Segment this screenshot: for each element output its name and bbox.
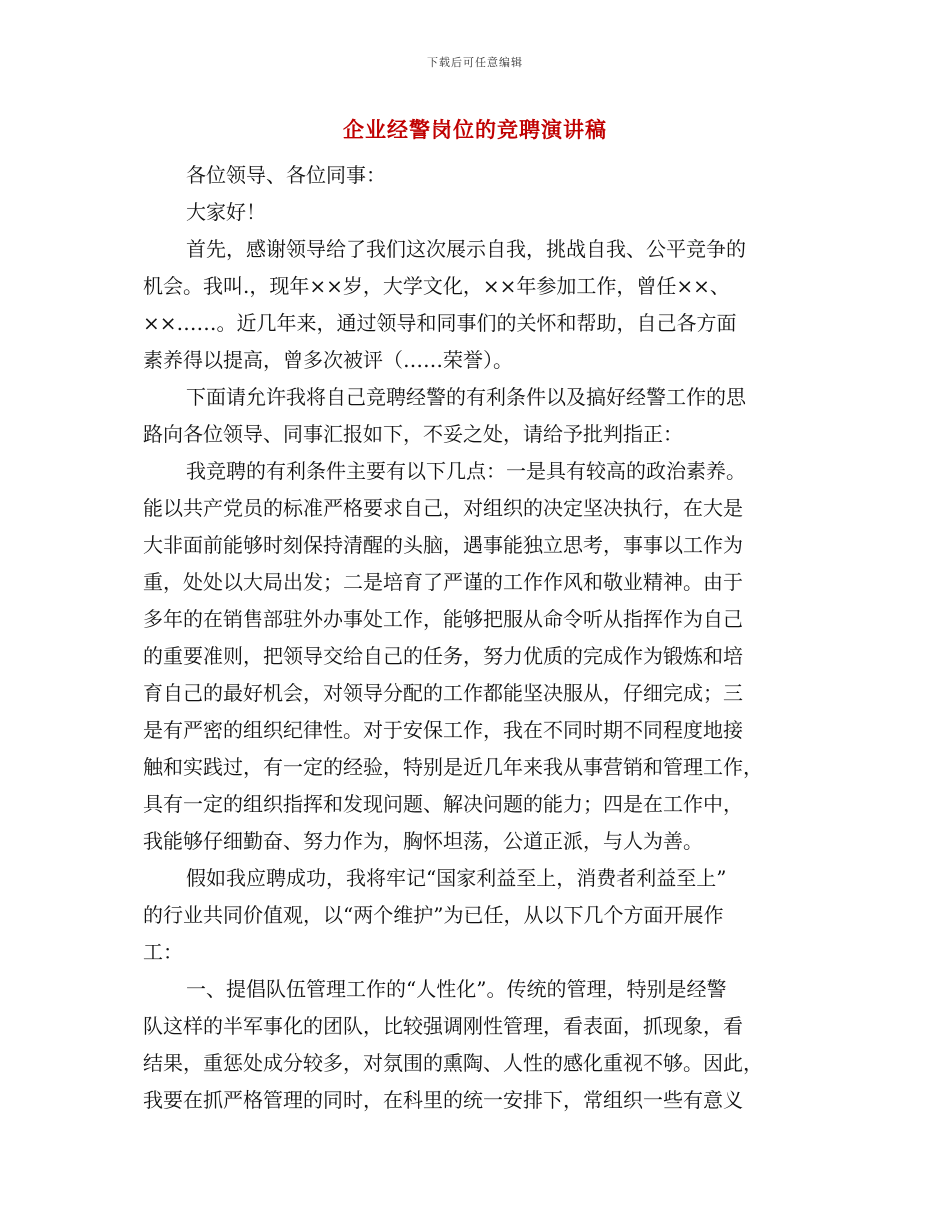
text-line: 我要在抓严格管理的同时，在科里的统一安排下，常组织一些有意义 xyxy=(143,1088,743,1112)
text-line: 下面请允许我将自己竞聘经警的有利条件以及搞好经警工作的思 xyxy=(186,385,746,409)
text-line: 具有一定的组织指挥和发现问题、解决问题的能力；四是在工作中， xyxy=(143,792,743,816)
text-line: 结果，重惩处成分较多，对氛围的熏陶、人性的感化重视不够。因此， xyxy=(143,1051,763,1075)
text-line: 触和实践过，有一定的经验，特别是近几年来我从事营销和管理工作， xyxy=(143,755,763,779)
text-line: 重，处处以大局出发；二是培育了严谨的工作作风和敬业精神。由于 xyxy=(143,570,743,594)
text-line: 机会。我叫.，现年××岁，大学文化，××年参加工作，曾任××、 xyxy=(143,274,730,298)
text-line: 是有严密的组织纪律性。对于安保工作，我在不同时期不同程度地接 xyxy=(143,718,743,742)
text-line: 我竞聘的有利条件主要有以下几点：一是具有较高的政治素养。 xyxy=(186,459,746,483)
document-title: 企业经警岗位的竞聘演讲稿 xyxy=(343,117,607,142)
text-line: 大家好！ xyxy=(186,200,266,224)
text-line: 首先，感谢领导给了我们这次展示自我，挑战自我、公平竞争的 xyxy=(186,237,746,261)
text-line: 能以共产党员的标准严格要求自己，对组织的决定坚决执行，在大是 xyxy=(143,496,743,520)
text-line: 假如我应聘成功，我将牢记“国家利益至上，消费者利益至上” xyxy=(186,866,727,890)
text-line: 我能够仔细勤奋、努力作为，胸怀坦荡，公道正派，与人为善。 xyxy=(143,829,703,853)
text-line: ××……。近几年来，通过领导和同事们的关怀和帮助，自己各方面 xyxy=(143,311,737,335)
text-line: 育自己的最好机会，对领导分配的工作都能坚决服从，仔细完成；三 xyxy=(143,681,743,705)
text-line: 各位领导、各位同事： xyxy=(186,163,386,187)
text-line: 的行业共同价值观，以“两个维护”为已任，从以下几个方面开展作 xyxy=(143,903,724,927)
page-header-note: 下载后可任意编辑 xyxy=(427,56,523,69)
text-line: 素养得以提高，曾多次被评（……荣誉）。 xyxy=(143,348,513,372)
text-line: 的重要准则，把领导交给自己的任务，努力优质的完成作为锻炼和培 xyxy=(143,644,743,668)
text-line: 一、提倡队伍管理工作的“人性化”。传统的管理，特别是经警 xyxy=(186,977,727,1001)
text-line: 大非面前能够时刻保持清醒的头脑，遇事能独立思考，事事以工作为 xyxy=(143,533,743,557)
text-line: 队这样的半军事化的团队，比较强调刚性管理，看表面，抓现象，看 xyxy=(143,1014,743,1038)
document-body xyxy=(143,157,803,1119)
text-line: 路向各位领导、同事汇报如下，不妥之处，请给予批判指正： xyxy=(143,422,683,446)
text-line: 工： xyxy=(143,940,183,964)
text-line: 多年的在销售部驻外办事处工作，能够把服从命令听从指挥作为自己 xyxy=(143,607,743,631)
